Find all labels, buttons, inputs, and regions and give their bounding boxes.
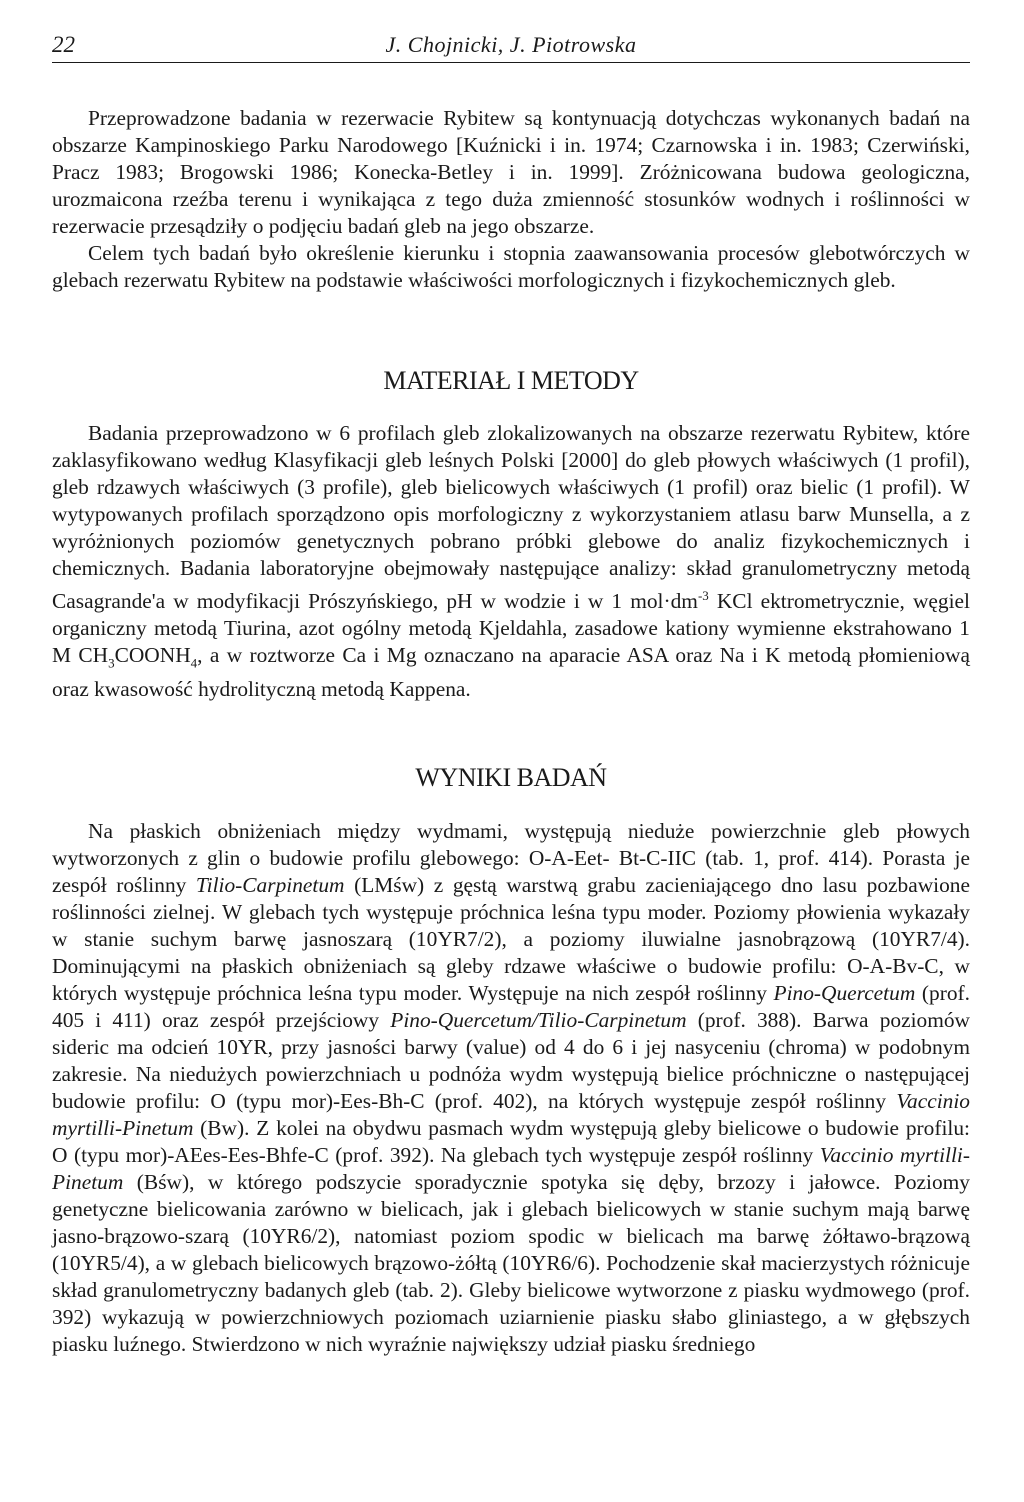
results-text-5: (Bw). Z kolei na obydwu pasmach wydm występują gleby bielicowe o budowie profilu: O (typu mor)-AEes-Ees-Bhfe-C (prof. 392). Na glebach tych występuje zespół roślinny [52,1116,970,1167]
results-text-4: (prof. 388). Barwa poziomów sideric ma odcień 10YR, przy jasności barwy (value) od 4 do 6 i jej nasyceniu (chroma) w podobnym zakresie. Na niedużych powierzchniach u podnóża wydm występują bielice próchniczne o następującej budowie profilu: O (typu mor)-Ees-Bh-C (prof. 402), na których występuje zespół roślinny [52,1008,970,1113]
results-species-3: Pino-Quercetum/Tilio-Carpinetum [390,1008,687,1032]
methods-text-a: Badania przeprowadzono w 6 profilach gleb zlokalizowanych na obszarze rezerwatu Rybitew, które zaklasyfikowano według Klasyfikacji gleb leśnych Polski [2000] do gleb płowych właściwych (1 profil), gleb rdzawych właściwych (3 profile), gleb bielicowych właściwych (1 profil) oraz bielic (1 profil). W wytypowanych profilach sporządzono opis morfologiczny z wykorzystaniem atlasu barw Munsella, a z wyróżnionych poziomów genetycznych pobrano próbki glebowe do analiz fizykochemicznych i chemicznych. Badania laboratoryjne obejmowały następujące analizy: skład granulometryczny metodą Casagrande'a w modyfikacji Prószyńskiego, pH w wodzie i w 1 mol·dm [52,421,970,614]
results-section [52,818,970,1358]
running-head-authors: J. Chojnicki, J. Piotrowska [385,32,637,57]
methods-paragraph [52,420,970,703]
results-species-5: Vaccinio myrtilli-Pinetum [52,1143,970,1194]
results-species-2: Pino-Quercetum [773,981,916,1005]
results-text-1: Na płaskich obniżeniach między wydmami, występują nieduże powierzchnie gleb płowych wytworzonych z glin o budowie profilu glebowego: O-A-Eet- Bt-C-IIC (tab. 1, prof. 414). Porasta je zespół roślinny [52,819,970,897]
methods-text-b: KCl ektrometrycznie, węgiel organiczny metodą Tiurina, azot ogólny metodą Kjeldahla, zasadowe kationy wymienne ekstrahowano 1 M CH [52,589,970,668]
methods-sub-b: 3 [108,655,115,671]
results-text-6: (Bśw), w którego podszycie sporadycznie spotyka się dęby, brzozy i jałowce. Poziomy genetyczne bielicowania zarówno w bielicach, jak i glebach bielicowych w stanie suchym mają barwę jasno-brązowo-szarą (10YR6/2), natomiast poziom spodic w bielicach ma barwę żółtawo-brązową (10YR5/4), a w glebach bielicowych brązowo-żółtą (10YR6/6). Pochodzenie skał macierzystych różnicuje skład granulometryczny badanych gleb (tab. 2). Gleby bielicowe wytworzone z piasku wydmowego (prof. 392) wykazują w powierzchniowych poziomach uziarnienie piasku słabo gliniastego, a w głębszych piasku luźnego. Stwierdzono w nich wyraźnie największy udział piasku średniego [52,1170,970,1356]
section-heading-results: WYNIKI BADAŃ [415,763,607,792]
methods-sub-c: 4 [190,655,198,671]
intro-section [52,105,970,294]
methods-section [52,420,970,703]
results-species-4: Vaccinio myrtilli-Pinetum [52,1089,970,1140]
running-header [52,30,970,63]
results-text-2: (LMśw) z gęstą warstwą grabu zacieniającego dno lasu pozbawione roślinności zielnej. W glebach tych występuje próchnica leśna typu moder. Poziomy płowienia wykazały w stanie suchym barwę jasnoszarą (10YR7/2), a poziomy iluwialne jasnobrązową (10YR7/4). Dominującymi na płaskich obniżeniach są gleby rdzawe właściwe o budowie profilu: O-A-Bv-C, w których występuje próchnica leśna typu moder. Występuje na nich zespół roślinny [52,873,970,1005]
intro-paragraph-2: Celem tych badań było określenie kierunku i stopnia zaawansowania procesów glebotwórczych w glebach rezerwatu Rybitew na podstawie właściwości morfologicznych i fizykochemicznych gleb. [52,241,970,292]
page-number: 22 [52,32,75,57]
results-species-1: Tilio-Carpinetum [195,873,345,897]
results-paragraph [52,818,970,1358]
intro-paragraph-1: Przeprowadzone badania w rezerwacie Rybitew są kontynuacją dotychczas wykonanych badań na obszarze Kampinoskiego Parku Narodowego [Kuźnicki i in. 1974; Czarnowska i in. 1983; Czerwiński, Pracz 1983; Brogowski 1986; Konecka-Betley i in. 1999]. Zróżnicowana budowa geologiczna, urozmaicona rzeźba terenu i wynikająca z tego duża zmienność stosunków wodnych i roślinności w rezerwacie przesądziły o podjęciu badań gleb na jego obszarze. [52,106,970,238]
methods-text-d: , a w roztworze Ca i Mg oznaczano na aparacie ASA oraz Na i K metodą płomieniową oraz kwasowość hydrolityczną metodą Kappena. [52,643,970,702]
results-text-3: (prof. 405 i 411) oraz zespół przejściowy [52,981,970,1032]
methods-sup-a: -3 [697,588,709,603]
section-heading-methods: MATERIAŁ I METODY [383,366,639,395]
methods-text-c: COONH [114,643,191,668]
